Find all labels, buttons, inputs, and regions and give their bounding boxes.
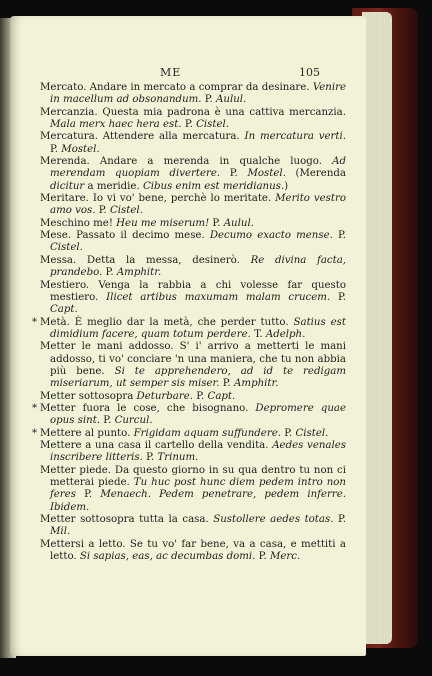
latin-text: Depromere quae opus sint. <box>50 402 346 427</box>
italian-text: P. <box>330 291 347 303</box>
latin-text: dicitur <box>50 180 85 192</box>
italian-text: P. <box>332 230 346 242</box>
latin-text: Venire in macellum ad obsonandum. <box>50 82 346 106</box>
italian-text: Merenda. Andare a merenda in qualche luogo. <box>40 156 333 168</box>
latin-text: Adelph. <box>265 328 306 340</box>
latin-text: Si sapias, eas, ac decumbas domi. <box>79 551 256 563</box>
latin-text: Cistel. <box>109 205 143 217</box>
dictionary-entry <box>40 131 346 156</box>
dictionary-entry <box>40 514 346 539</box>
italian-text: P. <box>255 551 270 563</box>
italian-text: P. <box>75 489 101 501</box>
italian-text: P. <box>219 378 235 390</box>
italian-text: P. <box>181 119 197 131</box>
italian-text <box>151 489 159 500</box>
page-edges <box>362 12 392 644</box>
dictionary-entry <box>40 156 346 193</box>
dictionary-entry <box>40 255 346 280</box>
latin-text: Cistel. <box>295 427 329 439</box>
latin-text: Satius est dimidium facere, quam totum perdere. <box>50 316 346 340</box>
dictionary-entry <box>40 440 346 465</box>
italian-text: Metter sottosopra <box>40 390 137 402</box>
italian-text: Metà. È meglio dar la metà, che perder tutto. <box>40 316 294 328</box>
latin-text: Tu huc post hunc diem pedem intro non feres <box>50 477 346 501</box>
italian-text: Messa. Detta la messa, desinerò. <box>40 254 251 266</box>
latin-text: Frigidam aquam suffundere. <box>133 427 281 439</box>
running-head-title: ME <box>160 66 182 79</box>
entry-marker: * <box>32 402 38 414</box>
italian-text: Mettere al punto. <box>40 427 134 439</box>
dictionary-entry <box>32 316 346 342</box>
dictionary-entry <box>40 193 346 218</box>
dictionary-entry <box>40 341 346 390</box>
italian-text: P. <box>280 427 296 439</box>
latin-text: Cistel. <box>196 119 230 131</box>
latin-text: Trinum. <box>157 452 199 464</box>
latin-text: Capt. <box>207 390 236 402</box>
book-page <box>10 16 366 656</box>
dictionary-entry <box>40 465 346 514</box>
italian-text: Mettere a una casa il cartello della vendita. <box>40 439 273 451</box>
latin-text: Capt. <box>50 304 78 316</box>
italian-text: P. <box>142 452 158 464</box>
italian-text: P. <box>333 514 346 526</box>
italian-text: Metter sottosopra tutta la casa. <box>40 514 214 526</box>
latin-text: Mil. <box>50 526 71 538</box>
italian-text: ) <box>284 180 289 192</box>
italian-text: Metter le mani addosso. S' i' arrivo a metterti le mani addosso, ti vo' conciare 'n una maniera, che tu non abbia più bene. <box>40 341 346 377</box>
italian-text: (Merenda <box>285 168 346 180</box>
dictionary-entry <box>32 402 346 428</box>
italian-text: Meritare. Io vi vo' bene, perchè lo meritate. <box>40 193 276 205</box>
running-head <box>10 66 366 82</box>
italian-text: P. <box>209 217 224 229</box>
dictionary-entry <box>40 107 346 132</box>
latin-text: Aedes venales inscribere litteris. <box>50 439 346 464</box>
latin-text: Re divina facta, prandebo. <box>50 254 347 279</box>
latin-text: Aulul. <box>223 217 254 229</box>
italian-text: P. <box>201 94 217 106</box>
latin-text: Merito vestro amo vos. <box>50 193 346 217</box>
latin-text: Deturbare. <box>136 390 194 402</box>
dictionary-entry <box>32 427 346 440</box>
dictionary-entry <box>40 539 346 564</box>
latin-text: Mostel. <box>61 143 100 155</box>
italian-text: P. <box>50 143 62 155</box>
latin-text: Pedem penetrare, pedem inferre. <box>159 489 346 501</box>
italian-text: Mettersi a letto. Se tu vo' far bene, va a casa, e mettiti a letto. <box>40 538 346 563</box>
dictionary-entry <box>40 230 346 255</box>
latin-text: In mercatura verti. <box>244 131 346 143</box>
latin-text: Ilicet artibus maxumam malam crucem. <box>106 291 331 303</box>
latin-text: Cistel. <box>50 242 83 254</box>
dictionary-entry <box>40 391 346 403</box>
latin-text: Ibidem. <box>50 501 90 513</box>
italian-text: Mercatura. Attendere alla mercatura. <box>40 131 245 143</box>
italian-text: Metter fuora le cose, che bisognano. <box>40 402 256 414</box>
italian-text: Metter piede. Da questo giorno in su qua dentro tu non ci metterai piede. <box>40 464 346 488</box>
latin-text: Curcul. <box>114 415 153 427</box>
dictionary-entry <box>40 280 346 317</box>
latin-text: Heu me miserum! <box>116 217 210 229</box>
dictionary-entry <box>40 218 346 230</box>
latin-text: Mala merx haec hera est. <box>50 119 182 131</box>
dictionary-entry <box>40 82 346 107</box>
latin-text: Mostel. <box>247 168 286 180</box>
italian-text: Meschino me! <box>40 217 117 229</box>
italian-text: P. <box>100 415 115 427</box>
italian-text: Mese. Passato il decimo mese. <box>40 230 210 242</box>
latin-text: Menaech. <box>100 489 151 501</box>
italian-text: P. <box>95 205 110 217</box>
italian-text: P. <box>102 267 117 279</box>
italian-text: a meridie. <box>84 180 143 192</box>
italian-text: P. <box>220 168 248 180</box>
latin-text: Aulul. <box>216 94 247 106</box>
italian-text: P. <box>193 390 208 402</box>
italian-text: Mercanzia. Questa mia padrona è una cattiva mercanzia. <box>40 106 346 118</box>
latin-text: Sustollere aedes totas. <box>213 514 334 526</box>
latin-text: Decumo exacto mense. <box>209 230 333 242</box>
entry-marker: * <box>32 316 38 328</box>
italian-text: Mestiero. Venga la rabbia a chi volesse far questo mestiero. <box>40 279 346 303</box>
latin-text: Merc. <box>269 551 301 563</box>
entry-marker: * <box>32 427 38 439</box>
latin-text: Amphitr. <box>116 267 162 279</box>
latin-text: Cibus enim est meridianus. <box>142 180 285 192</box>
latin-text: Ad merendam quopiam divertere. <box>50 156 346 180</box>
dictionary-text <box>32 82 347 563</box>
italian-text: Mercato. Andare in mercato a comprar da desinare. <box>40 82 313 93</box>
latin-text: Amphitr. <box>234 378 279 390</box>
page-number: 105 <box>299 66 320 79</box>
latin-text: Si te apprehendero, ad id te redigam miseriarum, ut semper sis miser. <box>50 365 346 390</box>
italian-text: T. <box>250 328 266 340</box>
